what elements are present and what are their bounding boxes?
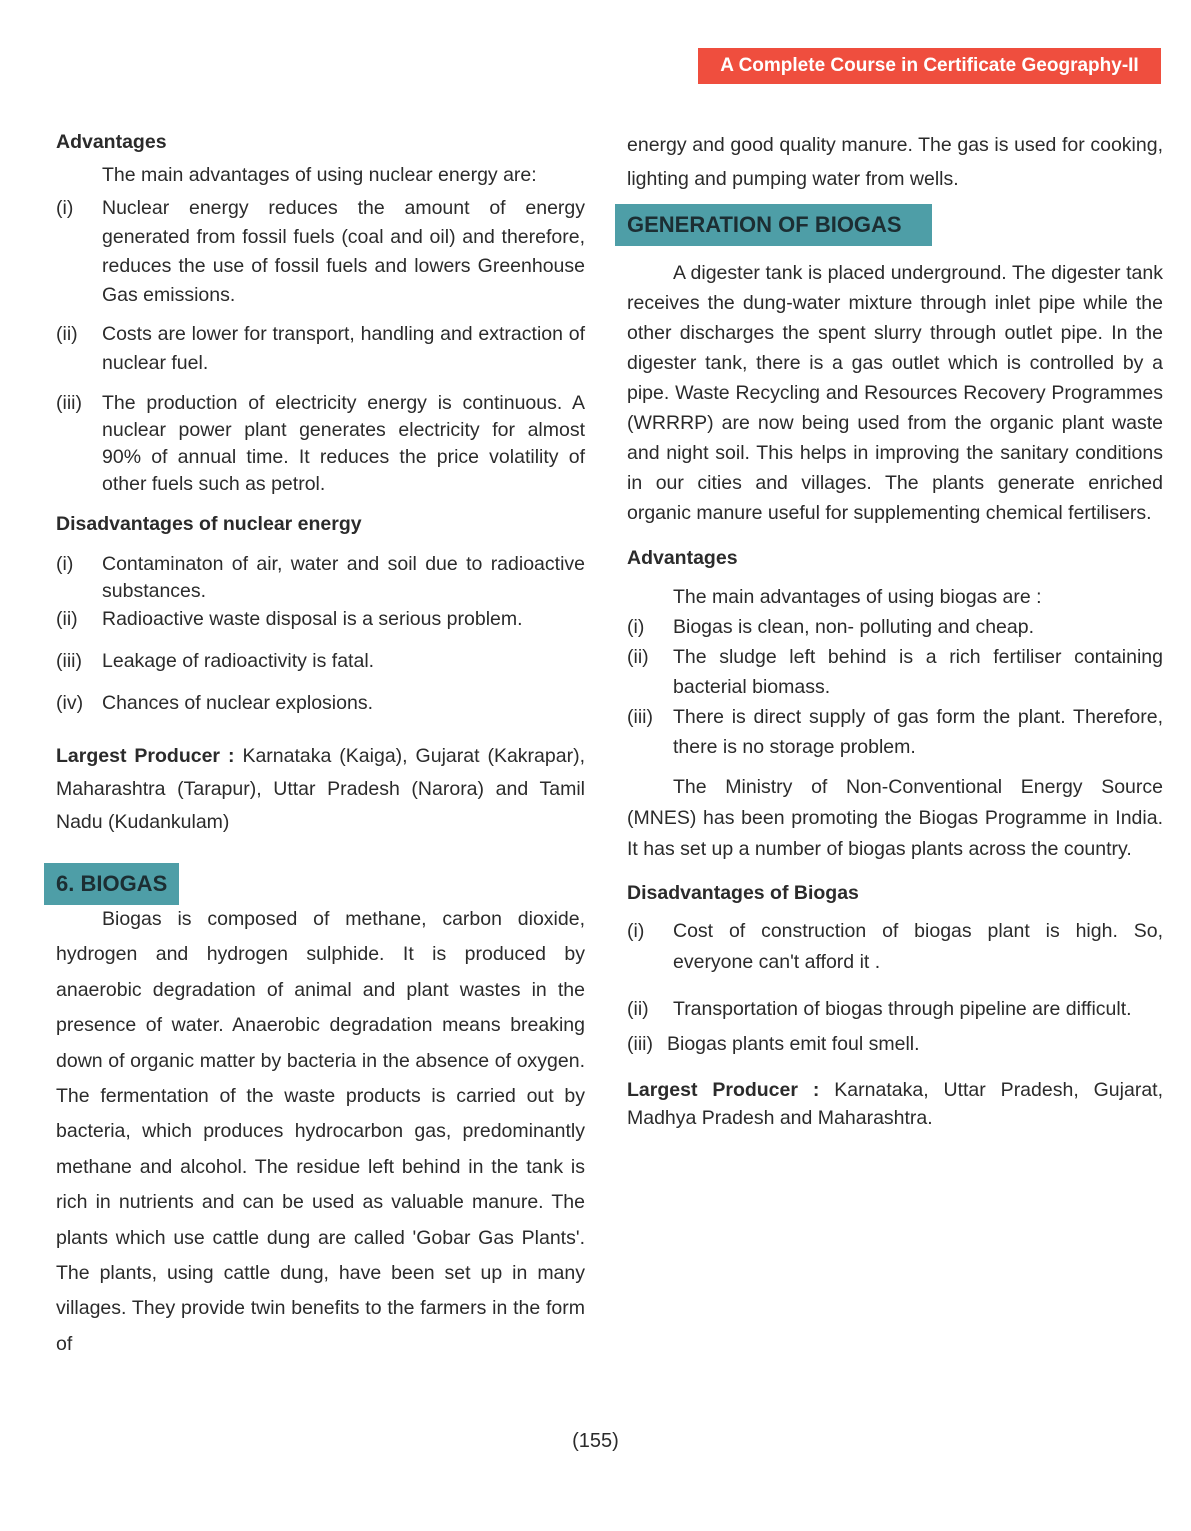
list-item — [56, 390, 585, 498]
list-item — [627, 612, 1163, 642]
page-number: (155) — [572, 1430, 619, 1452]
nuclear-advantages-intro: The main advantages of using nuclear energy are: — [102, 164, 537, 186]
biogas-disadvantages-list — [627, 916, 1163, 1060]
biogas-section-heading: 6. BIOGAS — [44, 863, 179, 905]
list-item-number: (iii) — [627, 706, 653, 728]
list-item — [56, 551, 585, 605]
nuclear-advantages-list — [56, 194, 585, 498]
list-item-text: Biogas is clean, non- polluting and cheap. — [673, 616, 1034, 638]
list-item-text: Biogas plants emit foul smell. — [667, 1033, 920, 1055]
list-item — [627, 702, 1163, 762]
biogas-continued-paragraph: energy and good quality manure. The gas is used for cooking, lighting and pumping water from wells. — [627, 134, 1163, 190]
biogas-advantages-heading: Advantages — [627, 547, 738, 569]
list-item — [56, 647, 585, 676]
biogas-advantages-intro: The main advantages of using biogas are : — [673, 586, 1042, 608]
list-item-text: Leakage of radioactivity is fatal. — [102, 650, 375, 672]
list-item-number: (iii) — [627, 1033, 653, 1055]
list-item-text: Transportation of biogas through pipeline are difficult. — [673, 998, 1132, 1020]
biogas-advantages-list — [627, 612, 1163, 762]
nuclear-disadvantages-list — [56, 551, 585, 718]
list-item-text: There is direct supply of gas form the plant. Therefore, there is no storage problem. — [673, 706, 1163, 758]
generation-section-heading: GENERATION OF BIOGAS — [615, 204, 932, 246]
list-item — [56, 689, 585, 718]
list-item — [627, 642, 1163, 702]
list-item-number: (i) — [56, 553, 74, 575]
list-item-number: (i) — [627, 616, 645, 638]
biogas-largest-producer — [627, 1076, 1163, 1132]
producer-label: Largest Producer : — [56, 745, 235, 767]
producer-text: Karnataka (Kaiga), Gujarat (Kakrapar), Maharashtra (Tarapur), Uttar Pradesh (Narora) and Tamil Nadu (Kudankulam) — [56, 745, 585, 833]
list-item-number: (iv) — [56, 692, 84, 714]
list-item-text: Chances of nuclear explosions. — [102, 692, 373, 714]
nuclear-largest-producer — [56, 740, 585, 839]
list-item-number: (ii) — [627, 998, 649, 1020]
list-item-number: (i) — [627, 920, 645, 942]
list-item-text: The sludge left behind is a rich fertiliser containing bacterial biomass. — [673, 646, 1163, 698]
list-item-text: Costs are lower for transport, handling and extraction of nuclear fuel. — [102, 323, 585, 374]
list-item-text: Radioactive waste disposal is a serious problem. — [102, 608, 523, 630]
list-item — [627, 1029, 1163, 1060]
generation-paragraph: A digester tank is placed underground. The digester tank receives the dung-water mixture through inlet pipe while the other discharges the spent slurry through outlet pipe. In the digester tank, there is a gas outlet which is controlled by a pipe. Waste Recycling and Resources Recovery Programmes (WRRRP) are now being used from the organic plant waste and night soil. This helps in improving the sanitary conditions in our cities and villages. The plants generate enriched organic manure useful for supplementing chemical fertilisers. — [627, 262, 1163, 524]
nuclear-disadvantages-heading: Disadvantages of nuclear energy — [56, 513, 362, 535]
header-badge: A Complete Course in Certificate Geography-II — [698, 48, 1161, 84]
list-item-number: (ii) — [56, 323, 78, 345]
list-item — [56, 194, 585, 310]
list-item — [627, 916, 1163, 978]
list-item-text: Contaminaton of air, water and soil due to radioactive substances. — [102, 553, 585, 602]
list-item-number: (i) — [56, 197, 74, 219]
list-item-number: (iii) — [56, 392, 82, 414]
biogas-description: Biogas is composed of methane, carbon dioxide, hydrogen and hydrogen sulphide. It is produced by anaerobic degradation of animal and plant wastes in the presence of water. Anaerobic degradation means breaking down of organic matter by bacteria in the absence of oxygen. The fermentation of the waste products is carried out by bacteria, which produces hydrocarbon gas, predominantly methane and alcohol. The residue left behind in the tank is rich in nutrients and can be used as valuable manure. The plants which use cattle dung are called 'Gobar Gas Plants'. The plants, using cattle dung, have been set up in many villages. They provide twin benefits to the farmers in the form of — [56, 908, 585, 1355]
biogas-disadvantages-heading: Disadvantages of Biogas — [627, 882, 859, 904]
left-column — [56, 128, 585, 1362]
list-item-number: (iii) — [56, 650, 82, 672]
list-item-text: Nuclear energy reduces the amount of energy generated from fossil fuels (coal and oil) and therefore, reduces the use of fossil fuels and lowers Greenhouse Gas emissions. — [102, 197, 585, 306]
list-item-number: (ii) — [56, 608, 78, 630]
list-item-number: (ii) — [627, 646, 649, 668]
ministry-paragraph: The Ministry of Non-Conventional Energy Source (MNES) has been promoting the Biogas Programme in India. It has set up a number of biogas plants across the country. — [627, 776, 1163, 860]
producer-text: Karnataka, Uttar Pradesh, Gujarat, Madhya Pradesh and Maharashtra. — [627, 1079, 1164, 1129]
list-item — [56, 320, 585, 378]
nuclear-advantages-heading: Advantages — [56, 131, 167, 153]
list-item-text: Cost of construction of biogas plant is high. So, everyone can't afford it . — [673, 920, 1163, 973]
right-column — [627, 128, 1163, 1132]
producer-label: Largest Producer : — [627, 1079, 820, 1101]
list-item-text: The production of electricity energy is continuous. A nuclear power plant generates electricity for almost 90% of annual time. It reduces the price volatility of other fuels such as petrol. — [102, 392, 585, 495]
list-item — [56, 605, 585, 634]
list-item — [627, 994, 1163, 1025]
